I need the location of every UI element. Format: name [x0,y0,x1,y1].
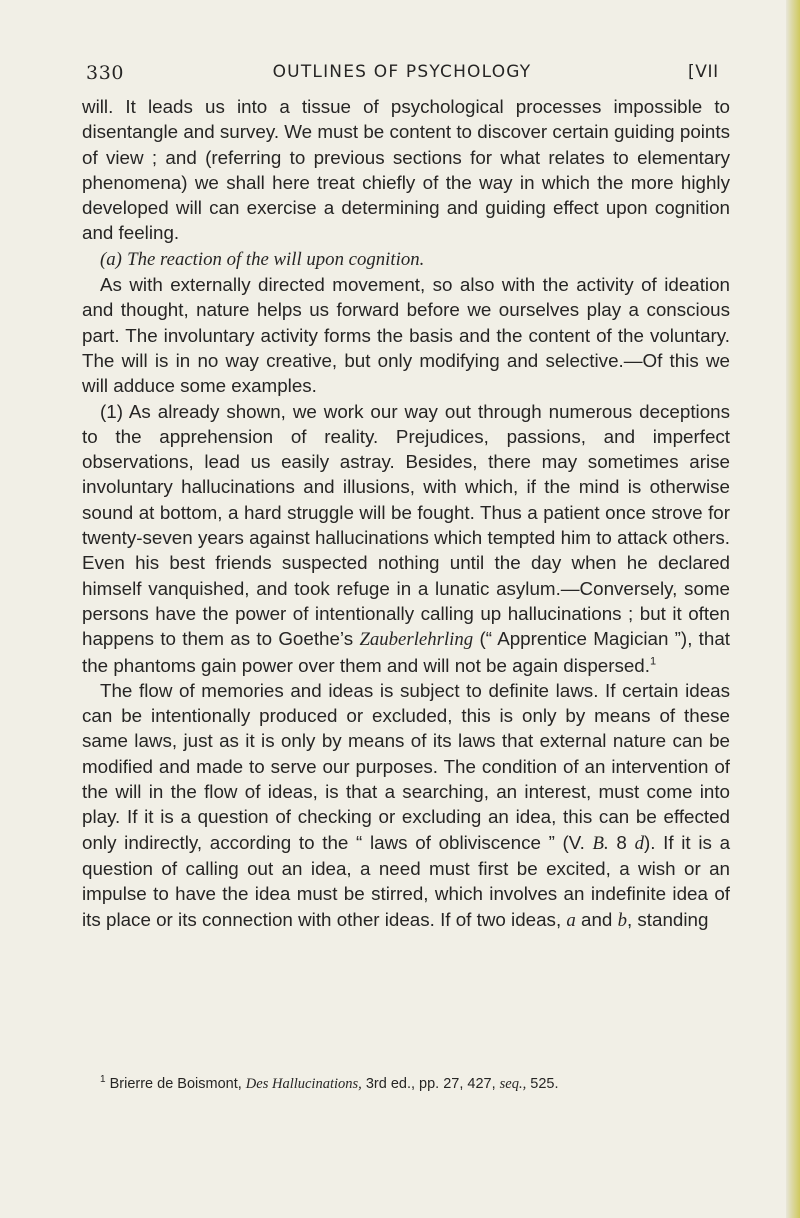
footnote-seq: seq., [499,1076,527,1092]
paragraph-3-text-a: (1) As already shown, we work our way out through numerous deceptions to the apprehension of reality. Prejudices, passions, and imperfect observations, lead us easily astray. Besides, there may sometimes arise involuntary hallucinations and illusions, with which, if the mind is otherwise sound at bottom, a hard struggle will be fought. Thus a patient once strove for twenty-seven years against hallucinations which tempted him to attack others. Even his best friends suspected nothing until the day when he declared himself vanquished, and took refuge in a lunatic asylum.—Conversely, some persons have the power of intentionally calling up hallucinations ; but it often happens to them as to Goethe’s [82,400,730,650]
section-subheading [82,246,730,272]
subheading-label: (a) [100,248,122,270]
body-text [82,94,730,933]
book-page [82,0,760,1218]
paragraph-3-italic-title: Zauberlehrling [359,629,474,651]
footnote [82,1075,730,1093]
paragraph-3 [82,399,730,678]
book-title: OUTLINES OF PSYCHOLOGY [272,62,532,82]
page-edge-shadow [786,0,800,1218]
paragraph-1: will. It leads us into a tissue of psychological processes impossible to disentangle and survey. We must be content to discover certain guiding points of view ; and (referring to previous sections for what relates to elementary phenomena) we shall here treat chiefly of the way in which the more highly developed will can exercise a determining and guiding effect upon cognition and feeling. [82,96,730,244]
footnote-author: Brierre de Boismont, [109,1076,242,1092]
footnote-reference[interactable]: 1 [649,655,657,668]
paragraph-3-text-b: (“ Apprentice Magician ”), that the phantoms gain power over them and will not be again dispersed. [82,628,731,676]
paragraph-4 [82,678,730,933]
subheading-text: The reaction of the will upon cognition. [127,248,425,270]
paragraph-4-var-a: a [566,909,576,931]
footnote-work-title: Des Hallucinations, [245,1076,362,1092]
paragraph-4-ref-8: 8 [616,831,627,853]
footnote-details-a: 3rd ed., pp. 27, 427, [365,1076,496,1092]
paragraph-4-ref-b: B. [592,832,609,854]
paragraph-4-text-a: The flow of memories and ideas is subject to definite laws. If certain ideas can be intentionally produced or excluded, this is only by means of these same laws, just as it is only by means of its laws that external nature can be modified and made to serve our purposes. The condition of an intervention of the will in the flow of ideas, is that a searching, an interest, must come into play. If it is a question of checking or excluding an idea, this can be effected only indirectly, according to the “ laws of obliviscence ” (V. [82,679,730,853]
paragraph-4-text-b: ). If it is a question of calling out an idea, a need must first be excited, a wish or an impulse to have the idea must be stirred, which involves an indefinite idea of its place or its connection with other ideas. If of two ideas, [82,831,731,930]
paragraph-4-and: and [581,908,613,930]
chapter-mark: [VII [688,62,719,82]
paragraph-2: As with externally directed movement, so also with the activity of ideation and thought, nature helps us forward before we ourselves play a conscious part. The involuntary activity forms the basis and the content of the voluntary. The will is in no way creative, but only modifying and selective.—Of this we will adduce some examples. [82,274,730,397]
paragraph-4-ref-d: d [634,832,644,854]
running-head [82,58,760,84]
footnote-details-b: 525. [530,1076,559,1092]
page-number: 330 [86,62,125,84]
footnote-mark: 1 [100,1074,106,1086]
paragraph-4-text-c: , standing [626,908,709,930]
paragraph-4-var-b: b [617,909,627,931]
